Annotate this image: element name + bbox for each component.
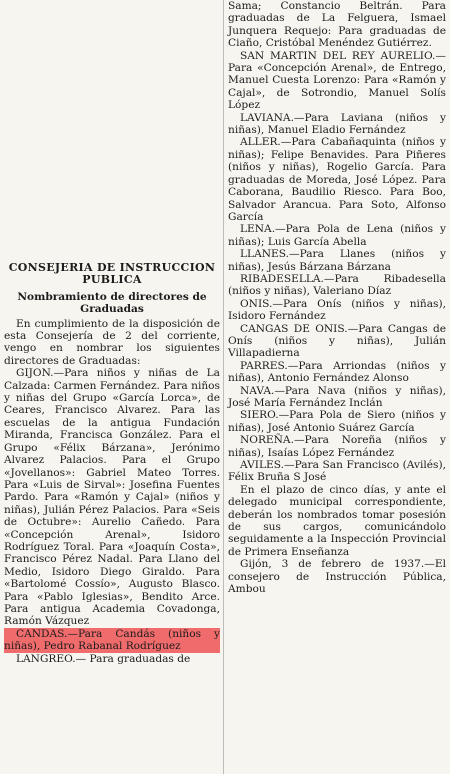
right-column	[228, 0, 446, 596]
norena-paragraph: NOREÑA.—Para Noreña (niños y niñas), Isaías López Fernández	[228, 434, 446, 459]
siero-paragraph: SIERO.—Para Pola de Siero (niños y niñas), José Antonio Suárez García	[228, 409, 446, 434]
aviles-paragraph: AVILES.—Para San Francisco (Avilés), Félix Bruña S José	[228, 459, 446, 484]
article-subheading-cont: Graduadas	[80, 303, 144, 316]
article-subheading: Nombramiento de directores de	[17, 290, 207, 303]
left-column	[4, 0, 220, 665]
section-heading: CONSEJERIA DE INSTRUCCION	[8, 261, 216, 274]
langreo-continuation: Sama; Constancio Beltrán. Para graduadas de La Felguera, Ismael Junquera Requejo: Para graduadas de Ciaño, Cristóbal Menéndez Gutiérrez.	[228, 0, 446, 50]
parres-paragraph: PARRES.—Para Arriondas (niños y niñas), Antonio Fernández Alonso	[228, 359, 446, 385]
laviana-paragraph: LAVIANA.—Para Laviana (niños y niñas), Manuel Eladio Fernández	[228, 111, 446, 137]
san-martin-paragraph: SAN MARTIN DEL REY AURELIO.— Para «Concepción Arenal», de Entrego, Manuel Cuesta Lorenzo: Para «Ramón y Cajal», de Sotrondio, Manuel Solís López	[228, 49, 446, 112]
ribadesella-paragraph: RIBADESELLA.—Para Ribadesella (niños y niñas), Valeriano Díaz	[228, 272, 446, 298]
nava-paragraph: NAVA.—Para Nava (niños y niñas), José María Fernández Inclán	[228, 384, 446, 409]
closing-signature: Gijón, 3 de febrero de 1937.—El consejero de Instrucción Pública, Ambou	[228, 558, 446, 596]
langreo-paragraph: LANGREO.— Para graduadas de	[16, 652, 191, 665]
onis-paragraph: ONIS.—Para Onís (niños y niñas), Isidoro Fernández	[228, 297, 446, 323]
left-column-top-space	[4, 0, 220, 262]
lena-paragraph: LENA.—Para Pola de Lena (niños y niñas); Luis García Abella	[228, 223, 446, 248]
candas-paragraph-highlighted: CANDAS.—Para Candás (niños y niñas), Pedro Rabanal Rodríguez	[4, 627, 220, 653]
plazo-paragraph: En el plazo de cinco días, y ante el delegado municipal correspondiente, deberán los nombrados tomar posesión de sus cargos, comunicándolo seguidamente a la Inspección Provincial de Primera Enseñanza	[228, 483, 446, 558]
cangas-paragraph: CANGAS DE ONIS.—Para Cangas de Onís (niños y niñas), Julián Villapadierna	[228, 322, 446, 360]
gijon-paragraph: GIJON.—Para niños y niñas de La Calzada: Carmen Fernández. Para niños y niñas del Grupo «García Lorca», de Ceares, Francisco Alvarez. Para las escuelas de la antigua Fundación Miranda, Francisca González. Para el Grupo «Félix Bárzana», Jerónimo Alvarez Palacios. Para el Grupo «Jovellanos»: Gabriel Mateo Torres. Para «Luis de Sirval»: Josefina Fuentes Pardo. Para «Ramón y Cajal» (niños y niñas), Julián Pérez Palacios. Para «Seis de Octubre»: Aurelio Cañedo. Para «Concepción Arenal», Isidoro Rodríguez Toral. Para «Joaquín Costa», Francisco Pérez Nadal. Para Llano del Medio, Isidoro Diego Giraldo. Para «Bartolomé Cossío», Augusto Blasco. Para «Pablo Iglesias», Bendito Arce. Para antigua Academia Covadonga, Ramón Vázquez	[4, 367, 220, 628]
section-heading-cont: PUBLICA	[82, 273, 142, 287]
intro-paragraph: En cumplimiento de la disposición de esta Consejería de 2 del corriente, vengo en nombrar los siguientes directores de Graduadas:	[4, 317, 220, 367]
column-divider	[223, 0, 224, 774]
llanes-paragraph: LLANES.—Para Llanes (niños y niñas), Jesús Bárzana Bárzana	[228, 248, 446, 273]
aller-paragraph: ALLER.—Para Cabañaquinta (niños y niñas); Felipe Benavides. Para Piñeres (niños y niñas), Rogelio García. Para graduadas de Moreda, José López. Para Caborana, Baudilio Riesco. Para Boo, Salvador Arancua. Para Soto, Alfonso García	[228, 136, 446, 223]
